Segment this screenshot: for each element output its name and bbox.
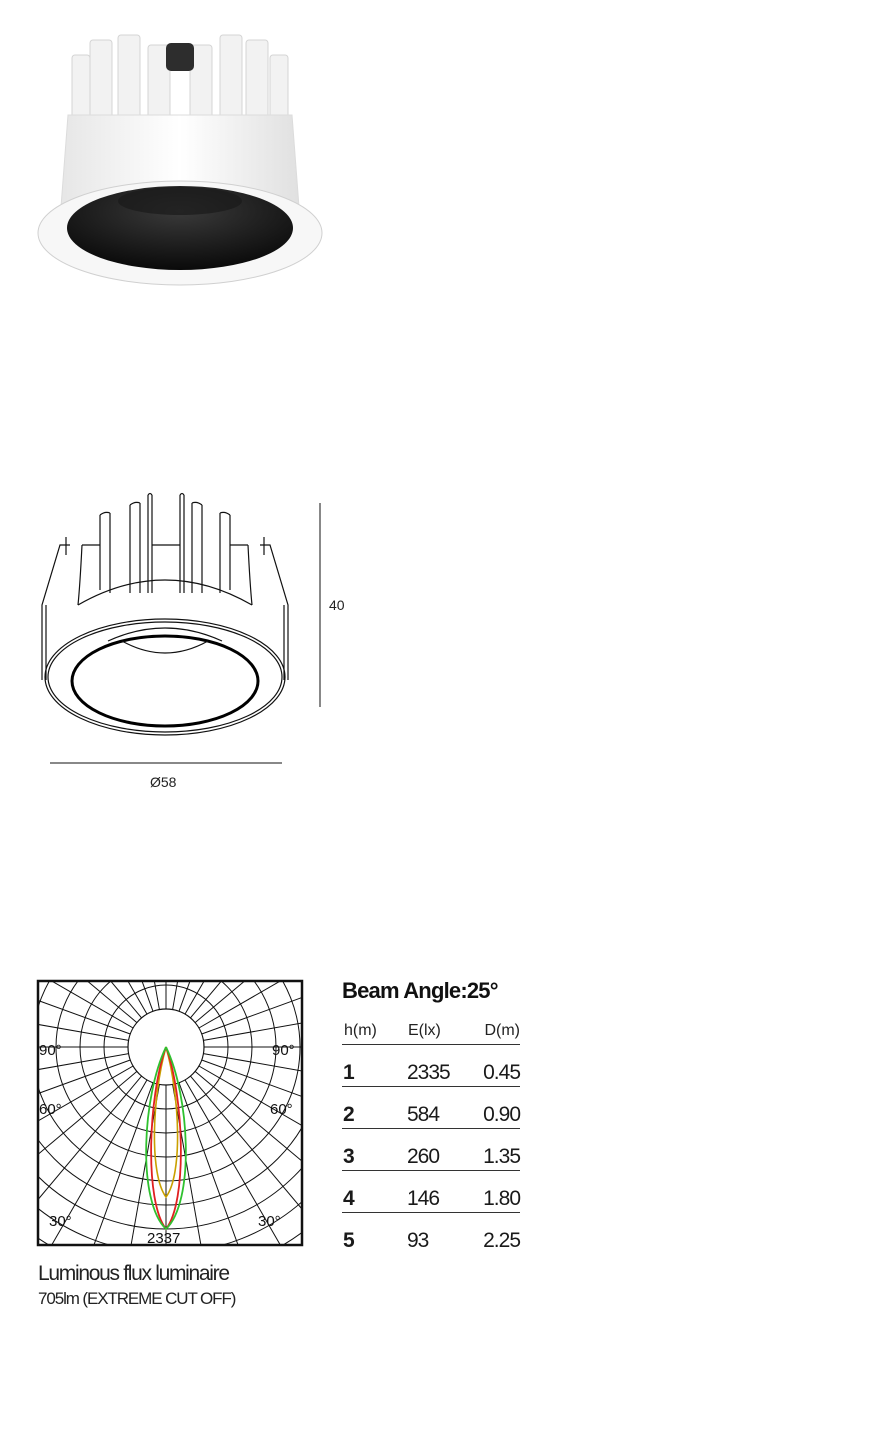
grid-spoke	[199, 979, 304, 1028]
header-illuminance: E(lx)	[408, 1022, 441, 1039]
row-illuminance: 260	[407, 1145, 440, 1168]
table-row	[342, 1045, 520, 1087]
grid-spoke	[195, 979, 304, 1023]
luminous-flux-value: 705lm (EXTREME CUT OFF)	[38, 1289, 236, 1308]
grid-spoke	[36, 979, 142, 1018]
row-diameter: 0.45	[483, 1061, 520, 1084]
grid-spoke	[202, 1060, 304, 1184]
grid-spoke	[97, 979, 160, 1010]
angle-label-90-right: 90°	[272, 1042, 295, 1059]
header-height: h(m)	[344, 1022, 377, 1039]
row-height: 3	[343, 1145, 354, 1168]
row-height: 4	[343, 1187, 354, 1210]
grid-circle	[36, 979, 304, 1205]
diameter-dimension-label: Ø58	[150, 774, 177, 790]
grid-spoke	[36, 979, 129, 1040]
grid-spoke	[199, 1066, 304, 1247]
row-illuminance: 584	[407, 1103, 440, 1126]
row-illuminance: 93	[407, 1229, 429, 1252]
angle-label-60-left: 60°	[39, 1101, 62, 1118]
header-diameter: D(m)	[484, 1022, 520, 1039]
row-diameter: 1.35	[483, 1145, 520, 1168]
polar-light-distribution-chart	[36, 979, 304, 1247]
table-row	[342, 1087, 520, 1129]
row-illuminance: 146	[407, 1187, 440, 1210]
row-diameter: 1.80	[483, 1187, 520, 1210]
table-header	[342, 1018, 520, 1045]
grid-spoke	[195, 1071, 304, 1247]
grid-spoke	[36, 1060, 130, 1184]
angle-label-90-left: 90°	[39, 1042, 62, 1059]
height-dimension-label: 40	[329, 597, 345, 613]
peak-intensity-label: 2337	[147, 1230, 181, 1247]
technical-drawing-lines	[30, 485, 370, 805]
grid-circle	[36, 979, 304, 1247]
angle-label-30-left: 30°	[49, 1213, 72, 1230]
row-height: 5	[343, 1229, 354, 1252]
row-diameter: 2.25	[483, 1229, 520, 1252]
technical-drawing	[30, 485, 370, 805]
product-photo	[30, 15, 330, 305]
angle-label-60-right: 60°	[270, 1101, 293, 1118]
table-row	[342, 1171, 520, 1213]
table-row	[342, 1213, 520, 1254]
row-diameter: 0.90	[483, 1103, 520, 1126]
beam-angle-title: Beam Angle:25°	[342, 978, 498, 1003]
polar-grid	[36, 979, 304, 1247]
grid-spoke	[203, 979, 304, 1040]
row-illuminance: 2335	[407, 1061, 450, 1084]
row-height: 1	[343, 1061, 354, 1084]
table-row	[342, 1129, 520, 1171]
angle-label-30-right: 30°	[258, 1213, 281, 1230]
grid-circle	[36, 979, 304, 1247]
luminous-flux-title: Luminous flux luminaire	[38, 1262, 229, 1285]
row-height: 2	[343, 1103, 354, 1126]
illuminance-table	[342, 1018, 520, 1254]
grid-spoke	[173, 979, 236, 1010]
